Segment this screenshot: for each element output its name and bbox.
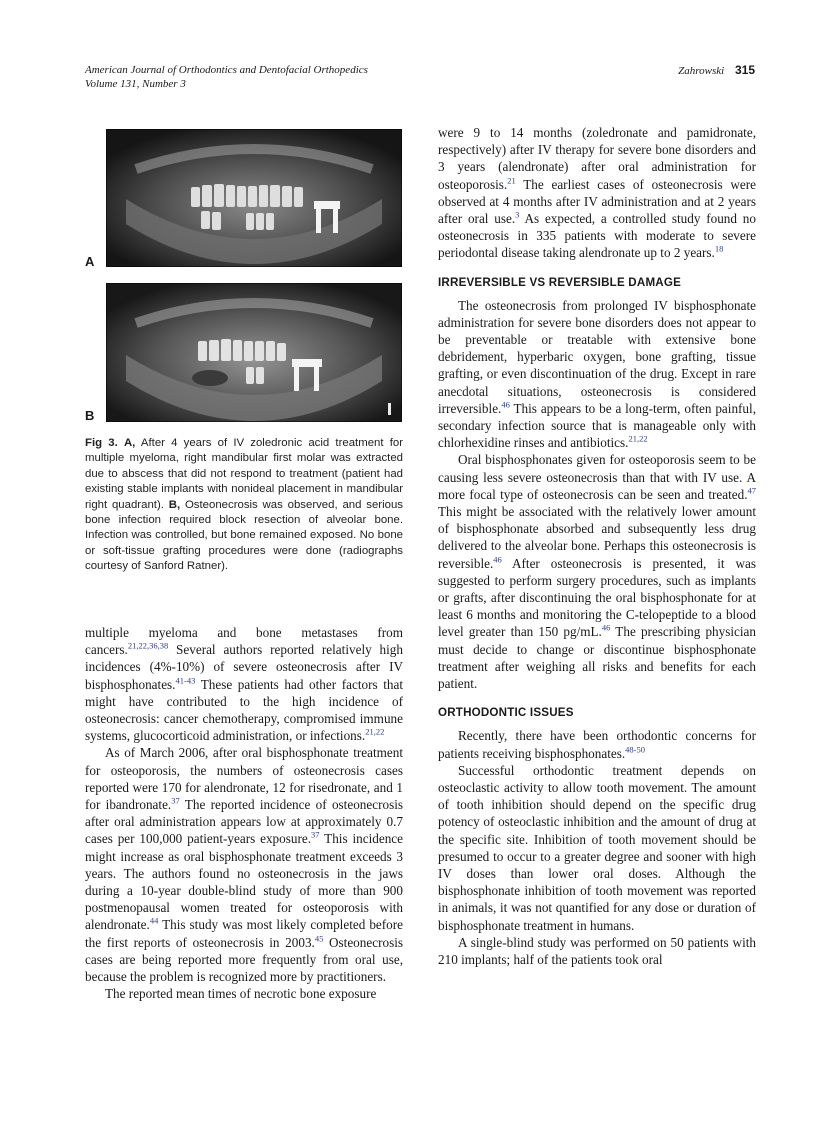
- citation: 46: [493, 554, 502, 565]
- citation: 21,22: [628, 433, 648, 444]
- paragraph: Oral bisphosphonates given for osteoporosis seem to be causing less severe osteonecrosis than that with IV use. A more focal type of osteonecrosis can be seen and treated.$^{47}$ This might be associated with the relatively lower amount of bisphosphonate absorbed and subsequently less drug delivered to the alveolar bone. Perhaps this osteonecrosis is reversible.$^{46}$ After osteonecrosis is presented, it was suggested to perform surgery procedures, such as implants or grafts, after discontinuing the oral bisphosphonate for at least 6 months and monitoring the C-telopeptide to a blood level greater than 150 pg/mL.$^{46}$ The prescribing physician must decide to change or discontinue bisphosphonate treatment after weighing all risks and benefits for each patient.: [438, 452, 756, 692]
- right-column: [438, 124, 756, 968]
- paragraph: As of March 2006, after oral bisphosphonate treatment for osteoporosis, the numbers of osteonecrosis cases reported were 170 for alendronate, 12 for risedronate, and 1 for ibandronate.$^{37}$ The reported incidence of osteonecrosis after oral administration appears low at approximately 0.7 cases per 100,000 patient-years exposure.$^{37}$ This incidence might increase as oral bisphosphonate treatment exceeds 3 years. The authors found no osteonecrosis in the jaws during a 10-year double-blind study of more than 900 postmenopausal women treated for osteoporosis with alendronate.$^{44}$ This study was most likely completed before the first reports of osteonecrosis in 2003.45 Osteonecrosis cases are being reported more frequently from oral use, because the problem is recognized more by practitioners.: [85, 745, 404, 985]
- citation: 46: [601, 623, 611, 634]
- left-column: [85, 624, 403, 1002]
- radiograph-a: [106, 129, 402, 267]
- author-name: Zahrowski: [678, 65, 725, 77]
- journal-title: American Journal of Orthodontics and Dentofacial Orthopedics: [85, 64, 368, 76]
- citation: 37: [311, 830, 320, 841]
- citation: 18: [714, 244, 724, 255]
- caption-a-text: After 4 years of IV zoledronic acid treatment for multiple myeloma, right mandibular first molar was extracted due to abscess that did not respond to treatment (patient had existing stable implants with nonideal placement in mandibular right quadrant).: [85, 437, 403, 511]
- caption-b-text: Osteonecrosis was observed, and serious bone infection required block resection of alveolar bone. Infection was controlled, but bone remained exposed. No bone or soft-tissue grafting procedures were done (radiographs courtesy of Sanford Ratner).: [85, 498, 403, 573]
- page-header-right: [678, 63, 755, 77]
- paragraph: Recently, there have been orthodontic concerns for patients receiving bisphosphonates.$^{48-50}$: [438, 728, 756, 761]
- citation: 45: [314, 933, 324, 944]
- citation: 48-50: [625, 744, 645, 755]
- citation: 3: [515, 209, 520, 220]
- citation: 47: [747, 485, 756, 496]
- citation: 21,22: [365, 726, 385, 737]
- citation: 41-43: [175, 675, 196, 686]
- caption-b-label: B,: [168, 498, 181, 511]
- figure-letter-a: A: [85, 254, 95, 269]
- figure-letter-b: B: [85, 408, 95, 423]
- citation: 21: [507, 175, 516, 186]
- paragraph: Successful orthodontic treatment depends on osteoclastic activity to allow tooth movement. The amount of tooth inhibition should depend on the specific drug potency of osteoclastic inhibition and the amount of drug at the specific site. Inhibition of tooth movement should be presumed to occur to a greater degree and sooner with high IV doses than lower oral doses. Although the bisphosphonate inhibition of tooth movement was reported in animals, it was not quantified for any dose or duration of bisphosphonate treatment in humans.: [438, 762, 756, 933]
- section-heading: ORTHODONTIC ISSUES: [438, 706, 574, 720]
- citation: 44: [149, 916, 159, 927]
- paragraph: The reported mean times of necrotic bone exposure: [105, 986, 377, 1002]
- page-number: 315: [734, 63, 755, 77]
- caption-label: Fig 3.: [85, 437, 118, 449]
- paragraph: multiple myeloma and bone metastases from cancers.$^{21,22,36,38}$ Several authors reported relatively high incidences (4%-10%) of severe osteonecrosis after IV bisphosphonates.$^{41-43}$ These patients had other factors that might have contributed to the high incidence of osteonecrosis: cancer chemotherapy, compromised immune systems, glucocorticoid administration, or infections.$^{21,22}$: [85, 625, 403, 744]
- section-heading: IRREVERSIBLE VS REVERSIBLE DAMAGE: [438, 275, 682, 289]
- running-header: [85, 63, 368, 91]
- caption-a-label: A,: [123, 437, 136, 449]
- citation: 46: [501, 399, 510, 410]
- journal-volume: Volume 131, Number 3: [85, 78, 186, 90]
- paragraph: A single-blind study was performed on 50 patients with 210 implants; half of the patients took oral: [438, 934, 756, 967]
- paragraph: The osteonecrosis from prolonged IV bisphosphonate administration for severe bone disorders does not appear to be preventable or treatable with extensive bone debridement, hyperbaric oxygen, bone grafting, tissue grafting, or even discontinuation of the drug. Except in rare anecdotal situations, osteonecrosis is considered irreversible.$^{46}$ This appears to be a long-term, often painful, secondary infection source that is manageable only with chlorhexidine rinses and antibiotics.$^{21,22}$: [438, 297, 756, 451]
- radiograph-b: [106, 283, 402, 422]
- paragraph: were 9 to 14 months (zoledronate and pamidronate, respectively) after IV therapy for severe bone disorders and 3 years (alendronate) after oral administration for osteoporosis.$^{21}$ The earliest cases of osteonecrosis were observed at 4 months after IV administration and at 2 years after oral use.$^3$ As expected, a controlled study found no osteonecrosis in 335 patients with moderate to severe periodontal disease taking alendronate up to 2 years.$^{18}$: [438, 125, 756, 261]
- citation: 37: [171, 795, 180, 806]
- citation: 21,22,36,38: [127, 640, 169, 651]
- figure-caption: [85, 436, 403, 575]
